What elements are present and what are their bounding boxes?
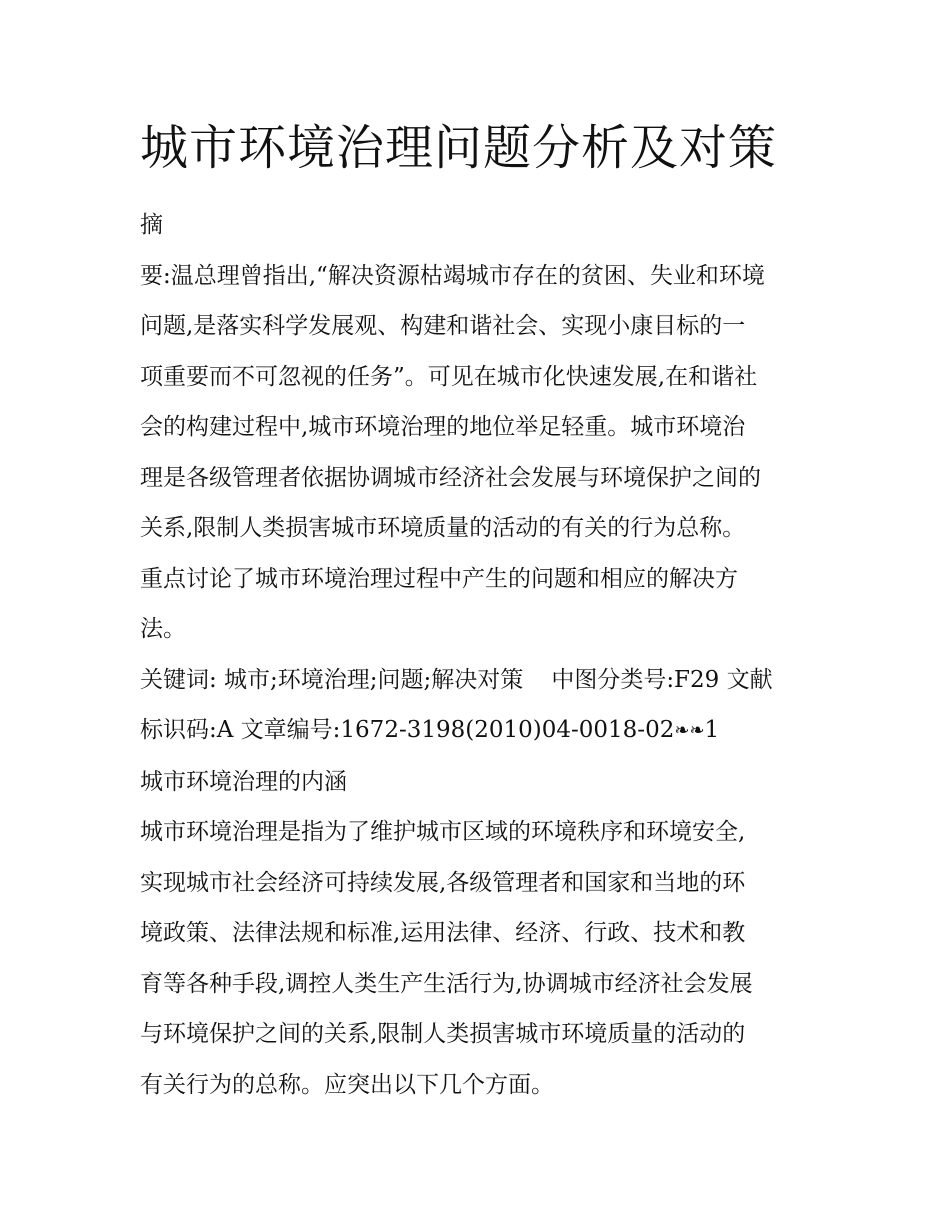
abstract-line: 会的构建过程中,城市环境治理的地位举足轻重。城市环境治	[140, 414, 746, 440]
body-section	[140, 807, 820, 1110]
keywords-text: 关键词: 城市;环境治理;问题;解决对策	[140, 666, 524, 693]
page-title: 城市环境治理问题分析及对策	[140, 120, 778, 176]
classification-text: 中图分类号:F29 文献	[551, 666, 773, 693]
document-content	[140, 112, 820, 1110]
abstract-line: 法。	[140, 616, 186, 642]
keywords-line	[140, 655, 820, 706]
body-line: 有关行为的总称。应突出以下几个方面。	[140, 1071, 554, 1098]
identifier-line	[140, 705, 820, 757]
identifier-suffix: 1	[704, 717, 720, 743]
abstract-line: 重点讨论了城市环境治理过程中产生的问题和相应的解决方	[140, 565, 738, 592]
ornament-icon: ❧	[674, 720, 690, 741]
identifier-text: 标识码:A 文章编号:1672-3198(2010)04-0018-02	[140, 717, 675, 743]
abstract-line: 理是各级管理者依据协调城市经济社会发展与环境保护之间的	[140, 464, 761, 491]
section-heading: 城市环境治理的内涵	[140, 768, 347, 795]
abstract-section	[140, 200, 820, 655]
abstract-line: 摘	[140, 212, 163, 238]
body-line: 城市环境治理是指为了维护城市区域的环境秩序和环境安全,	[140, 819, 746, 845]
body-line: 与环境保护之间的关系,限制人类损害城市环境质量的活动的	[140, 1021, 746, 1047]
abstract-line: 关系,限制人类损害城市环境质量的活动的有关的行为总称。	[140, 515, 746, 541]
body-line: 育等各种手段,调控人类生产生活行为,协调城市经济社会发展	[140, 970, 753, 997]
abstract-line: 要:温总理曾指出,“解决资源枯竭城市存在的贫困、失业和环境	[140, 262, 765, 289]
body-line: 实现城市社会经济可持续发展,各级管理者和国家和当地的环	[140, 869, 746, 896]
abstract-line: 项重要而不可忽视的任务”。可见在城市化快速发展,在和谐社	[140, 363, 758, 390]
ornament-icon: ❧	[689, 720, 705, 741]
body-line: 境政策、法律法规和标准,运用法律、经济、行政、技术和教	[140, 920, 746, 946]
abstract-line: 问题,是落实科学发展观、构建和谐社会、实现小康目标的一	[140, 313, 746, 339]
